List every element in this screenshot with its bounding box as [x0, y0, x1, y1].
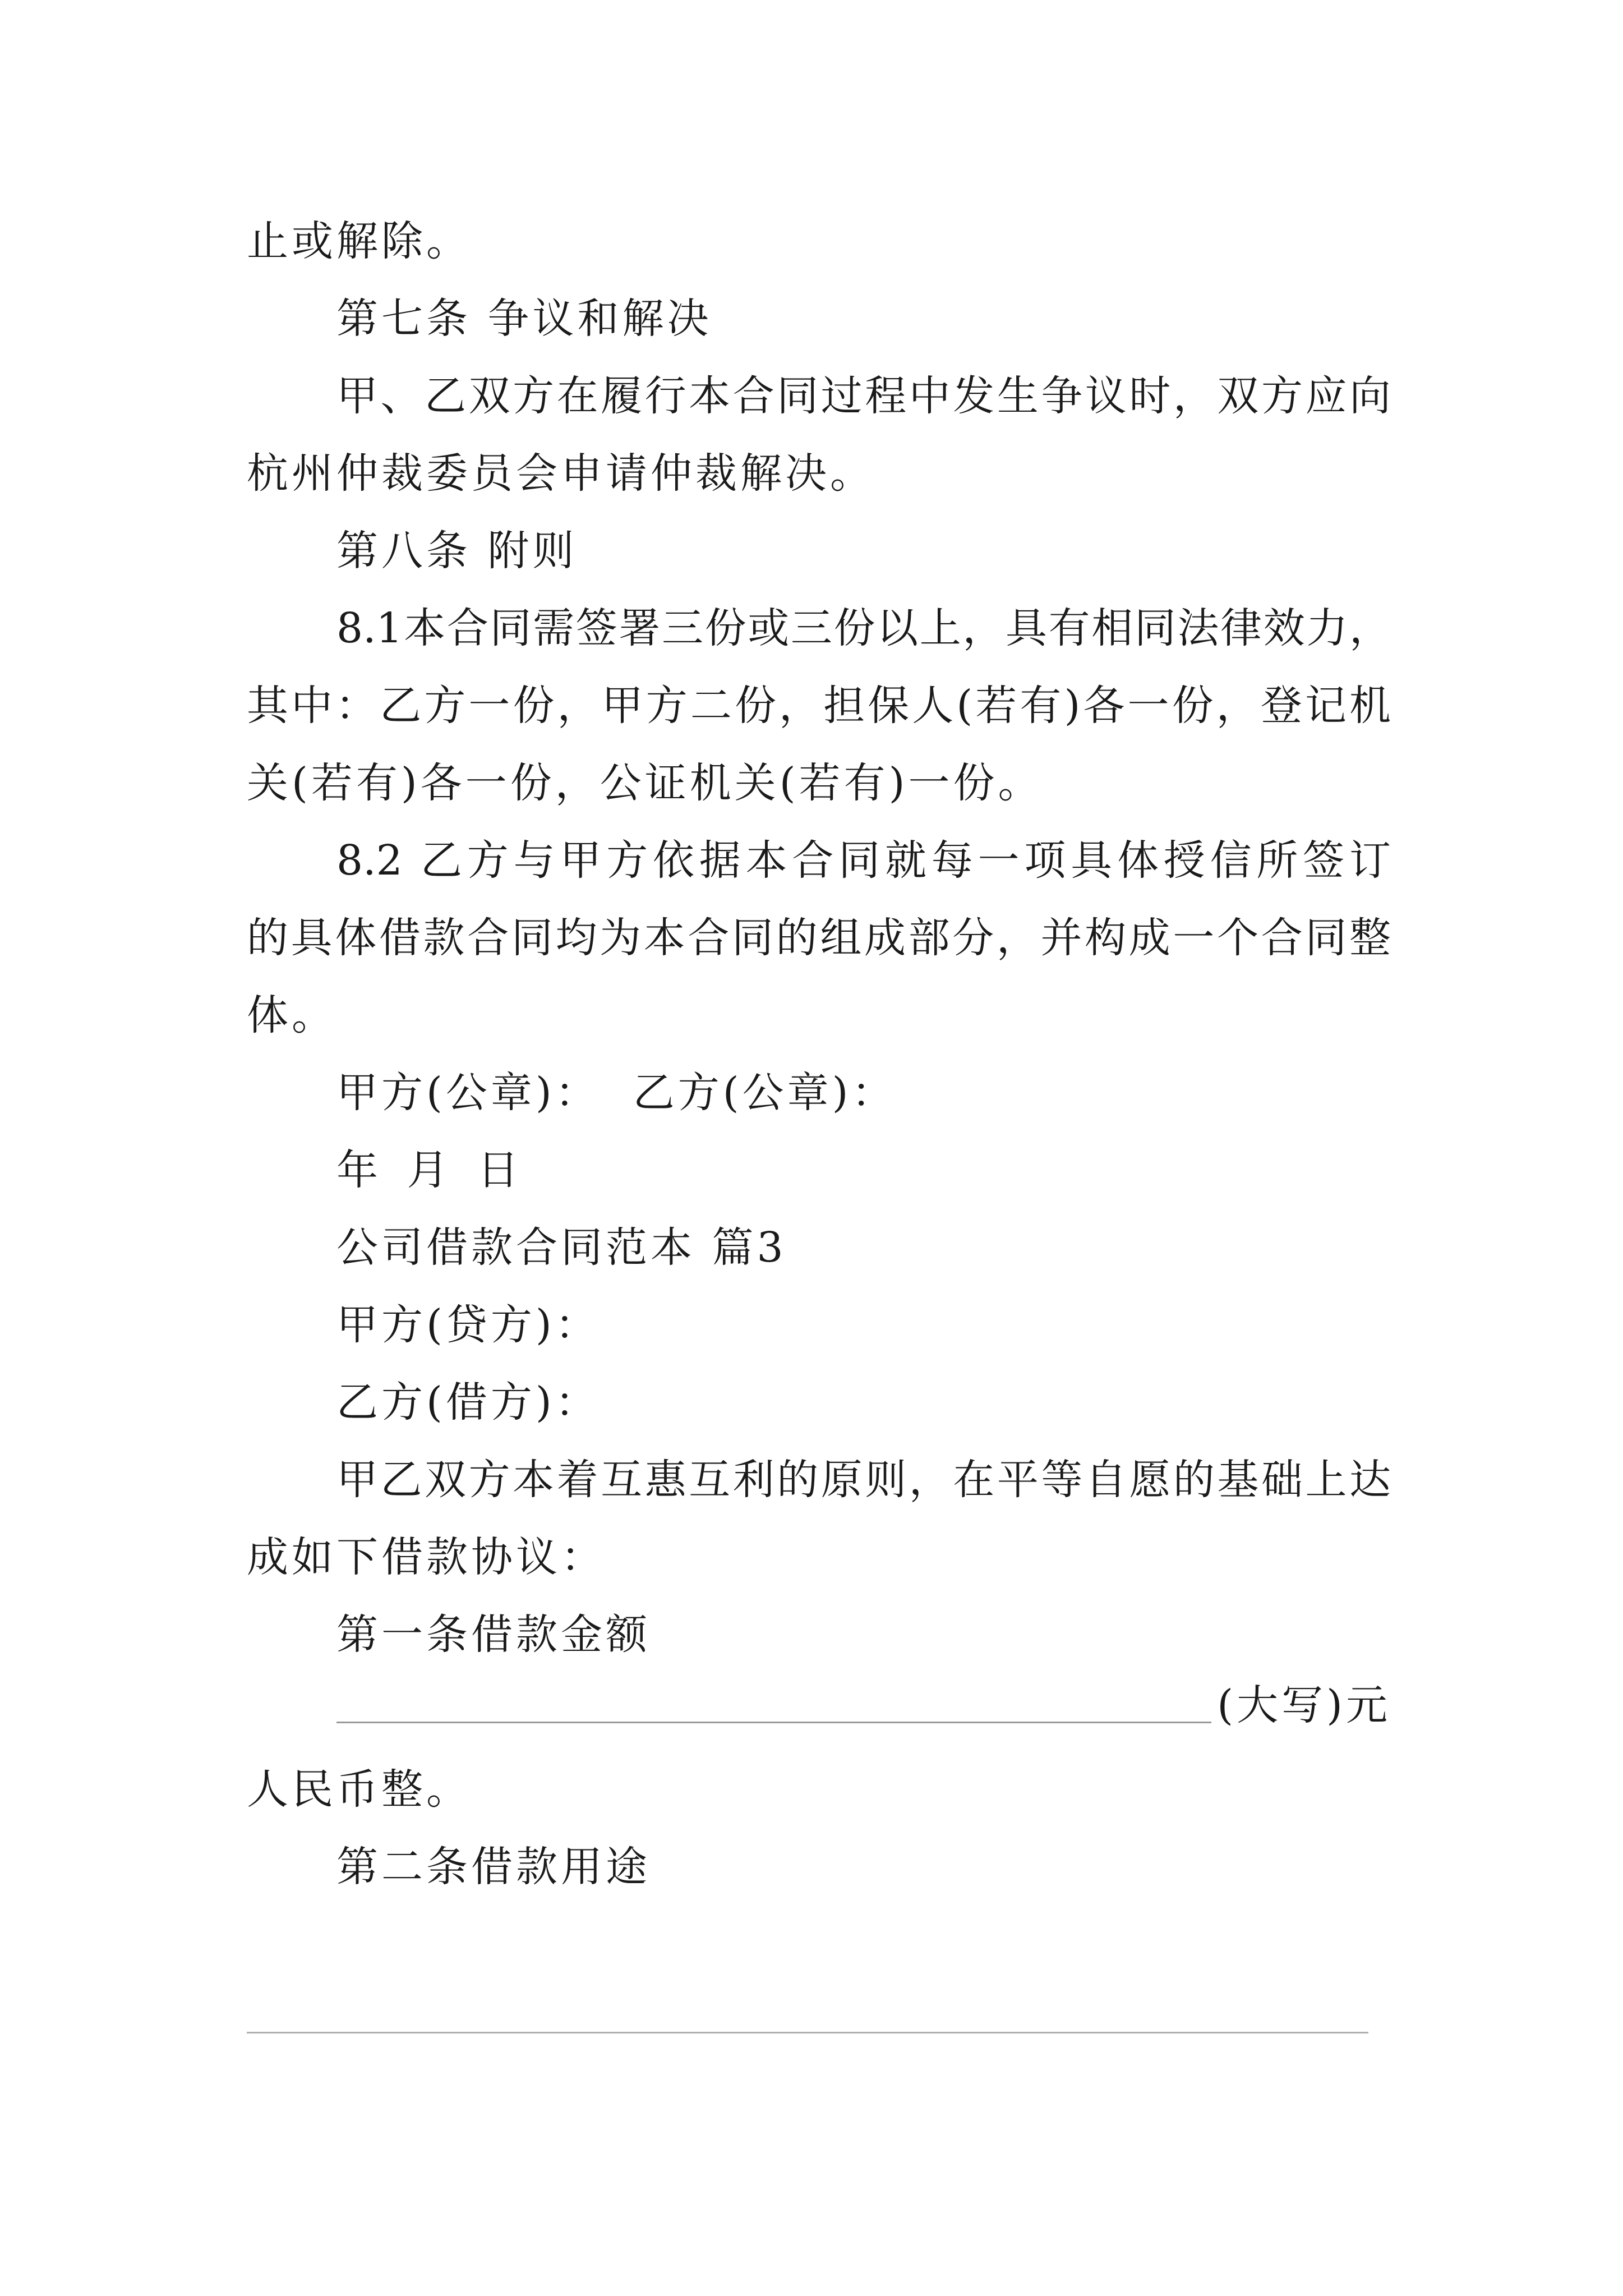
clause-8-1-line: 关(若有)各一份，公证机关(若有)一份。: [247, 759, 1043, 807]
contract-title: 公司借款合同范本 篇3: [336, 1223, 787, 1272]
paragraph-line: 人民币整。: [247, 1765, 471, 1814]
section-heading-loan-purpose: 第二条借款用途: [336, 1843, 651, 1891]
clause-8-2-line: 8.2 乙方与甲方依据本合同就每一项具体授信所签订: [336, 836, 1391, 885]
date-line: 年 月 日: [336, 1146, 527, 1194]
party-a-line: 甲方(贷方)：: [336, 1301, 600, 1349]
paragraph-line: 止或解除。: [247, 217, 471, 265]
section-heading-article-7: 第七条 争议和解决: [336, 295, 712, 343]
fill-in-underline: [336, 1722, 1211, 1723]
signature-line: 甲方(公章)： 乙方(公章)：: [336, 1069, 897, 1117]
clause-8-1-line: 8.1本合同需签署三份或三份以上，具有相同法律效力，: [336, 604, 1391, 652]
amount-unit-label: (大写)元: [1217, 1681, 1391, 1729]
preamble-line: 成如下借款协议：: [247, 1533, 606, 1581]
loan-amount-blank: [336, 1677, 1391, 1733]
paragraph-line: 杭州仲裁委员会申请仲裁解决。: [247, 449, 875, 498]
preamble-line: 甲乙双方本着互惠互利的原则，在平等自愿的基础上达: [336, 1456, 1391, 1504]
paragraph-line: 甲、乙双方在履行本合同过程中发生争议时，双方应向: [336, 372, 1391, 420]
fill-in-underline-footer: [247, 2032, 1368, 2033]
section-heading-loan-amount: 第一条借款金额: [336, 1611, 651, 1659]
party-b-line: 乙方(借方)：: [336, 1378, 600, 1427]
clause-8-2-line: 的具体借款合同均为本合同的组成部分，并构成一个合同整: [247, 914, 1391, 962]
clause-8-2-line: 体。: [247, 991, 336, 1039]
section-heading-article-8: 第八条 附则: [336, 527, 578, 575]
clause-8-1-line: 其中：乙方一份，甲方二份，担保人(若有)各一份，登记机: [247, 682, 1391, 730]
